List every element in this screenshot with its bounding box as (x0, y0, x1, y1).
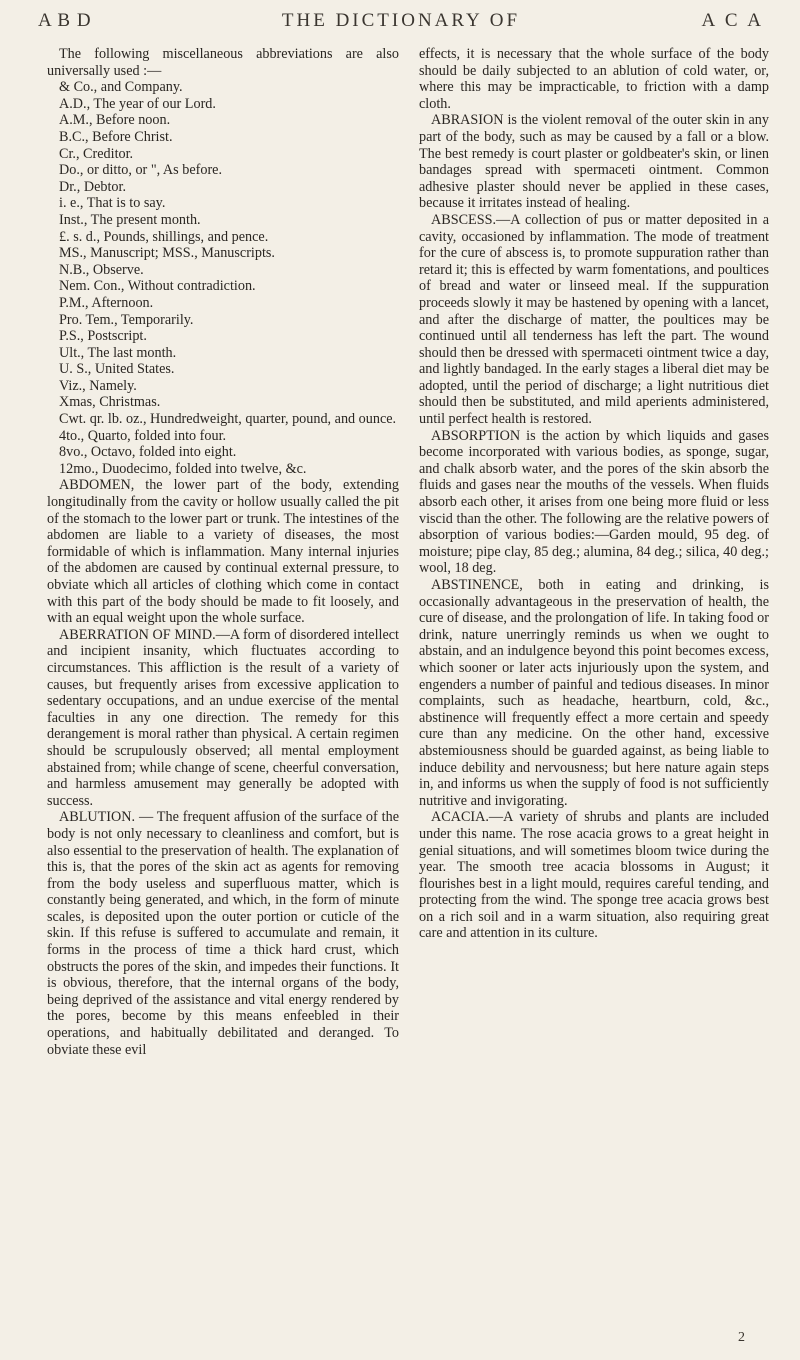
entry-abdomen: ABDOMEN, the lower part of the body, extending longitudinally from the cavity or hollow usually called the pit of the stomach to the lower part or trunk. The intestines of the abdomen are liable to a variety of diseases, the most formidable of which is inflammation. Many internal injuries of the abdomen are caused by continual external pressure, to obviate which all articles of clothing which come in contact with this part of the body should be made to fit loosely, and with an equal weight upon the whole surface. (47, 477, 399, 627)
entry-absorption: ABSORPTION is the action by which liquids and gases become incorporated with various bodies, as sponge, sugar, and chalk absorb water, and the pores of the skin absorb the fluids and gases near the mouths of the vessels. When fluids absorb each other, it arises from one being more fluid or less viscid than the other. The following are the relative powers of absorption of various bodies:—Garden mould, 95 deg. of moisture; pipe clay, 85 deg.; alumina, 84 deg.; silica, 40 deg.; wool, 18 deg. (419, 427, 769, 577)
abbreviation-item: A.M., Before noon. (59, 112, 171, 129)
entry-ablution: ABLUTION. — The frequent affusion of the surface of the body is not only necessary to cleanliness and comfort, but is also essential to the preservation of health. The explanation of this is, that the pores of the skin act as agents for removing from the body useless and superfluous matter, which is constantly being generated, and which, in the form of minute scales, is deposited upon the outer portion or cuticle of the skin. If this refuse is suffered to accumulate and remain, it forms in the process of time a thick hard crust, which obstructs the pores of the skin, and impedes their functions. It is obvious, therefore, that the internal organs of the body, being deprived of the assistance and vital energy rendered by the pores, become by this means enfeebled in their operations, and habitually debilitated and deranged. To obviate these evil (47, 809, 399, 1058)
abbreviations-intro: The following miscellaneous abbreviations are also universally used :— (47, 46, 399, 79)
abbreviation-item: Pro. Tem., Temporarily. (59, 311, 194, 328)
abbreviation-item: Inst., The present month. (59, 211, 201, 228)
running-head-title: THE DICTIONARY OF (281, 10, 521, 31)
abbreviations-list (47, 79, 399, 477)
abbreviation-item: & Co., and Company. (59, 79, 183, 96)
abbreviation-item: P.S., Postscript. (59, 328, 147, 345)
abbreviation-item: 12mo., Duodecimo, folded into twelve, &c. (59, 460, 307, 477)
abbreviation-item: N.B., Observe. (59, 261, 144, 278)
right-column (419, 46, 769, 942)
abbreviation-item: Cwt. qr. lb. oz., Hundredweight, quarter, pound, and ounce. (59, 411, 397, 428)
abbreviation-item: Do., or ditto, or ", As before. (59, 162, 223, 179)
abbreviation-item: U. S., United States. (59, 361, 175, 378)
page-number: 2 (738, 1330, 745, 1345)
abbreviation-item: P.M., Afternoon. (59, 294, 154, 311)
abbreviation-item: Viz., Namely. (59, 377, 137, 394)
running-head-left: A B D (38, 10, 92, 31)
abbreviation-item: £. s. d., Pounds, shillings, and pence. (59, 228, 269, 245)
running-head (38, 10, 764, 36)
left-column (47, 46, 399, 1058)
abbreviation-item: A.D., The year of our Lord. (59, 95, 216, 112)
running-head-right: A C A (701, 10, 764, 31)
abbreviation-item: Dr., Debtor. (59, 178, 126, 195)
abbreviation-item: Ult., The last month. (59, 344, 177, 361)
abbreviation-item: 8vo., Octavo, folded into eight. (59, 444, 237, 461)
abbreviation-item: Cr., Creditor. (59, 145, 134, 162)
entry-abstinence: ABSTINENCE, both in eating and drinking, is occasionally advantageous in the preservation of health, the cure of disease, and the prolongation of life. In taking food or drink, nature unerringly reminds us when we ought to abstain, and an indulgence beyond this point becomes excess, which sooner or later acts injuriously upon the system, and engenders a number of painful and tedious diseases. In minor complaints, such as headache, heartburn, cold, &c., abstinence will frequently effect a more certain and speedy cure than any medicine. On the other hand, excessive abstemiousness should be guarded against, as being liable to induce debility and nervousness; but here nature again steps in, and informs us when the supply of food is not sufficiently nutritive and invigorating. (419, 577, 769, 809)
entry-abrasion: ABRASION is the violent removal of the outer skin in any part of the body, such as may be caused by a fall or a blow. The best remedy is court plaster or goldbeater's skin, or linen bandages spread with spermaceti ointment. Common adhesive plaster should never be applied in these cases, because it irritates instead of healing. (419, 112, 769, 212)
abbreviation-item: B.C., Before Christ. (59, 128, 173, 145)
abbreviation-item: 4to., Quarto, folded into four. (59, 427, 227, 444)
abbreviation-item: i. e., That is to say. (59, 195, 166, 212)
entry-acacia: ACACIA.—A variety of shrubs and plants are included under this name. The rose acacia grows to a great height in genial situations, and will sometimes bloom twice during the year. The smooth tree acacia blossoms in August; it flourishes best in a light mould, requires careful tending, and protecting from the wind. The sponge tree acacia grows best on a rich soil and in a warm situation, also requiring great care and attention in its culture. (419, 809, 769, 942)
entry-aberration: ABERRATION OF MIND.—A form of disordered intellect and incipient insanity, which fluctuates according to circumstances. This affliction is the result of a variety of causes, but frequently arises from excessive application to sedentary occupations, and an undue exercise of the mental faculties in any one direction. The remedy for this derangement is moral rather than physical. A certain regimen should be scrupulously observed; all mental employment abstained from; while change of scene, cheerful conversation, and harmless amusement may generally be adopted with success. (47, 626, 399, 809)
abbreviation-item: MS., Manuscript; MSS., Manuscripts. (59, 245, 275, 262)
abbreviation-item: Nem. Con., Without contradiction. (59, 278, 256, 295)
entry-abscess: ABSCESS.—A collection of pus or matter deposited in a cavity, occasioned by inflammation. The mode of treatment for the cure of abscess is, to promote suppuration rather than retard it; this is effected by warm fomentations, and poultices of bread and water or linseed meal. If the suppuration proceeds slowly it may be hastened by opening with a lancet, and after the discharge of matter, the poultices may be continued until all tenderness has left the part. The wound should then be dressed with spermaceti ointment twice a day, and lightly bandaged. In the early stages a liberal diet may be adopted, until the period of discharge; a light nutritious diet should then be substituted, and mild aperients administered, until perfect health is restored. (419, 211, 769, 428)
abbreviation-item: Xmas, Christmas. (59, 394, 161, 411)
entry-ablution-continued: effects, it is necessary that the whole surface of the body should be daily subjected to an ablution of cold water, or, where this may be impracticable, to friction with a damp cloth. (419, 46, 769, 112)
